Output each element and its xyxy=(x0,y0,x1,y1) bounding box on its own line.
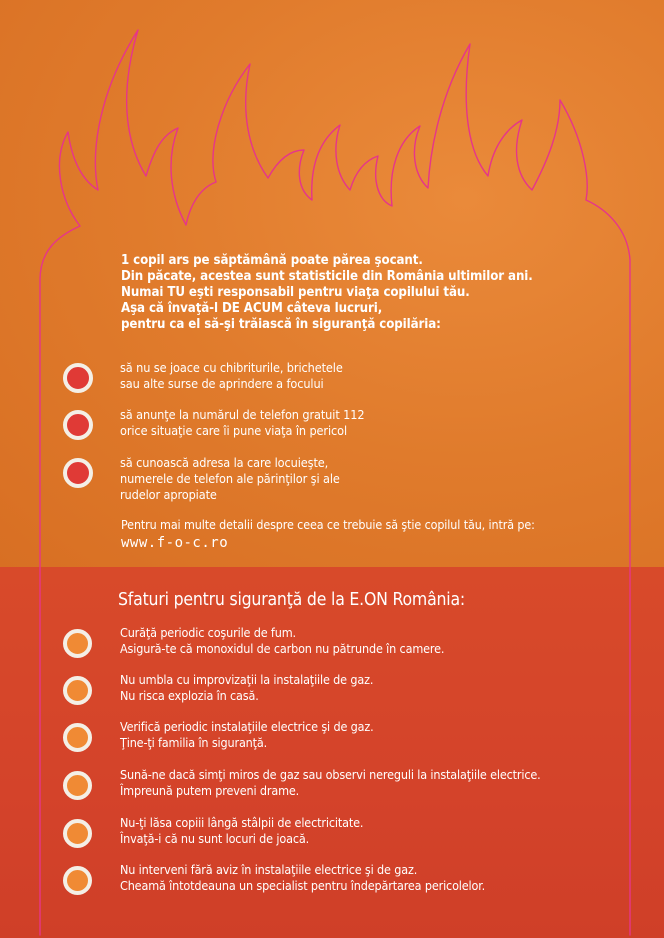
list-item-text xyxy=(120,767,541,798)
tip-line: Împreună putem preveni drame. xyxy=(120,782,300,798)
tip-line: Nu umbla cu improvizaţii la instalaţiile de gaz. xyxy=(120,672,374,687)
intro-line: Din păcate, acestea sunt statisticile din România ultimilor ani. xyxy=(121,269,533,284)
orange-circle-bullet-icon xyxy=(63,771,92,800)
red-circle-bullet-icon xyxy=(63,410,93,440)
tip-line: Ţine-ţi familia în siguranţă. xyxy=(120,734,268,750)
intro-line: Numai TU eşti responsabil pentru viaţa copilului tău. xyxy=(121,285,470,300)
intro-line: pentru ca el să-şi trăiască în siguranţă copilăria: xyxy=(121,317,441,332)
red-circle-bullet-icon xyxy=(63,363,93,393)
intro-line: Aşa că învaţă-l DE ACUM câteva lucruri, xyxy=(121,301,383,316)
tip-line: Curăţă periodic coşurile de fum. xyxy=(120,625,296,640)
tip-line: Nu interveni fără aviz în instalaţiile electrice şi de gaz. xyxy=(120,862,418,877)
website-link[interactable]: www.f-o-c.ro xyxy=(121,535,229,551)
list-item-text: să anunţe la numărul de telefon gratuit 112 orice situaţie care îi pune viaţa în pericol xyxy=(120,407,365,438)
more-info-text: Pentru mai multe detalii despre ceea ce trebuie să ştie copilul tău, intră pe: xyxy=(121,517,535,532)
list-item-text xyxy=(120,625,444,656)
tip-line: Sună-ne dacă simţi miros de gaz sau observi nereguli la instalaţiile electrice. xyxy=(120,767,541,782)
section-title: Sfaturi pentru siguranţă de la E.ON România: xyxy=(118,590,466,610)
tip-line: Verifică periodic instalaţiile electrice şi de gaz. xyxy=(120,719,374,734)
red-circle-bullet-icon xyxy=(63,458,93,488)
orange-circle-bullet-icon xyxy=(63,723,92,752)
list-item-text: să nu se joace cu chibriturile, brichetele sau alte surse de aprindere a focului xyxy=(120,360,343,391)
list-item-text xyxy=(120,719,374,750)
tip-line: Cheamă întotdeauna un specialist pentru îndepărtarea pericolelor. xyxy=(120,877,485,893)
orange-circle-bullet-icon xyxy=(63,676,92,705)
intro-line: 1 copil ars pe săptămână poate părea şocant. xyxy=(121,253,423,268)
list-item-text xyxy=(120,672,373,703)
list-item-text xyxy=(120,815,363,846)
orange-circle-bullet-icon xyxy=(63,819,92,848)
tip-line: Asigură-te că monoxidul de carbon nu pătrunde în camere. xyxy=(120,640,445,656)
tip-line: Învaţă-i că nu sunt locuri de joacă. xyxy=(120,830,310,846)
orange-circle-bullet-icon xyxy=(63,629,92,658)
intro-text xyxy=(121,253,641,333)
orange-circle-bullet-icon xyxy=(63,866,92,895)
list-item-text xyxy=(120,862,485,893)
tip-line: Nu risca explozia în casă. xyxy=(120,687,259,703)
tip-line: Nu-ţi lăsa copiii lângă stâlpii de electricitate. xyxy=(120,815,364,830)
list-item-text: să cunoască adresa la care locuieşte, numerele de telefon ale părinţilor şi ale rudelor apropiate xyxy=(120,455,340,502)
